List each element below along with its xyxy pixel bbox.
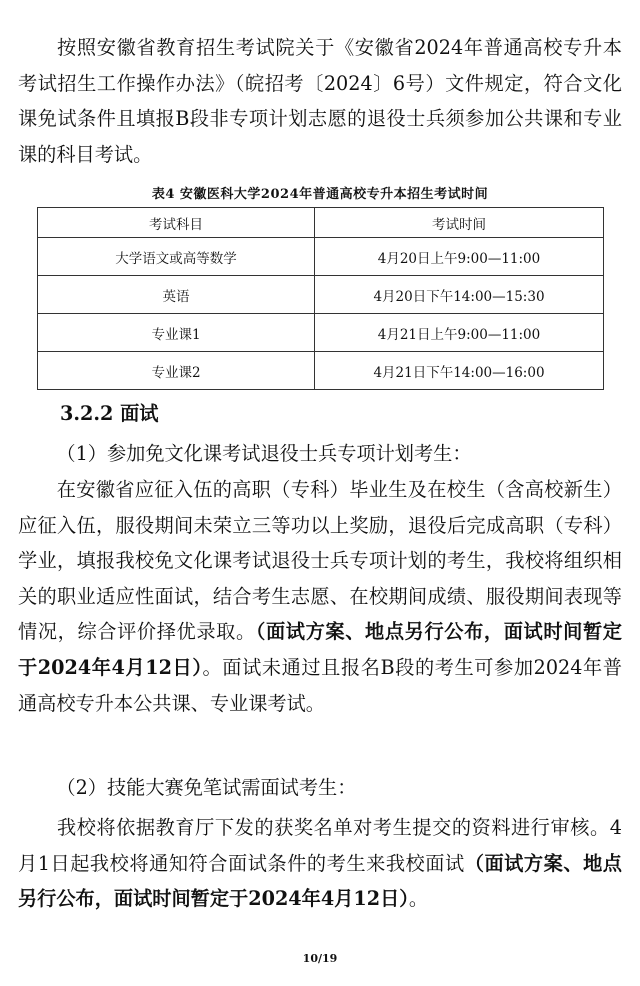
item1-body	[18, 472, 622, 721]
header-subject: 考试科目	[38, 208, 315, 238]
subject-cell: 大学语文或高等数学	[38, 238, 315, 276]
table-caption: 表4 安徽医科大学2024年普通高校专升本招生考试时间	[151, 187, 489, 202]
table-header-row	[38, 208, 604, 238]
item1-tail-text: 。面试未通过且报名B段的考生可参加2024年普通高校专升本公共课、专业课考试。	[18, 655, 623, 715]
table-row	[38, 276, 604, 314]
intro-paragraph	[18, 30, 622, 172]
time-cell: 4月21日下午14:00—16:00	[315, 352, 604, 390]
item1-title	[18, 436, 622, 472]
table-row	[38, 238, 604, 276]
section-heading: 3.2.2 面试	[60, 402, 159, 425]
item2-tail-text: 。	[408, 887, 429, 911]
subject-cell: 英语	[38, 276, 315, 314]
time-cell: 4月20日上午9:00—11:00	[315, 238, 604, 276]
time-cell: 4月20日下午14:00—15:30	[315, 276, 604, 314]
intro-text: 按照安徽省教育招生考试院关于《安徽省2024年普通高校专升本考试招生工作操作办法》（皖招考〔2024〕6号）文件规定，符合文化课免试条件且填报B段非专项计划志愿的退役士兵须参加公共课和专业课的科目考试。	[18, 36, 622, 166]
table-row	[38, 352, 604, 390]
item1-bold-note: （面试方案、地点另行公布，面试时间暂定于2024年4月12日）	[18, 620, 622, 679]
header-time: 考试时间	[315, 208, 604, 238]
item2-body-text: 我校将依据教育厅下发的获奖名单对考生提交的资料进行审核。4月1日起我校将通知符合面试条件的考生来我校面试	[18, 816, 622, 875]
subject-cell: 专业课2	[38, 352, 315, 390]
item1-body-text: 在安徽省应征入伍的高职（专科）毕业生及在校生（含高校新生）应征入伍，服役期间未荣立三等功以上奖励，退役后完成高职（专科）学业，填报我校免文化课考试退役士兵专项计划的考生，我校将组织相关的职业适应性面试，结合考生志愿、在校期间成绩、服役期间表现等情况，综合评价择优录取。	[18, 478, 622, 644]
item2-title-text: （2）技能大赛免笔试需面试考生：	[56, 776, 357, 799]
exam-schedule-table	[37, 207, 604, 390]
item2-body	[18, 810, 622, 917]
page-number: 10/19	[302, 952, 338, 965]
item2-title	[18, 770, 622, 806]
item1-title-text: （1）参加免文化课考试退役士兵专项计划考生：	[56, 442, 472, 465]
table-row	[38, 314, 604, 352]
subject-cell: 专业课1	[38, 314, 315, 352]
time-cell: 4月21日上午9:00—11:00	[315, 314, 604, 352]
item2-bold-note: （面试方案、地点另行公布，面试时间暂定于2024年4月12日）	[18, 851, 622, 911]
